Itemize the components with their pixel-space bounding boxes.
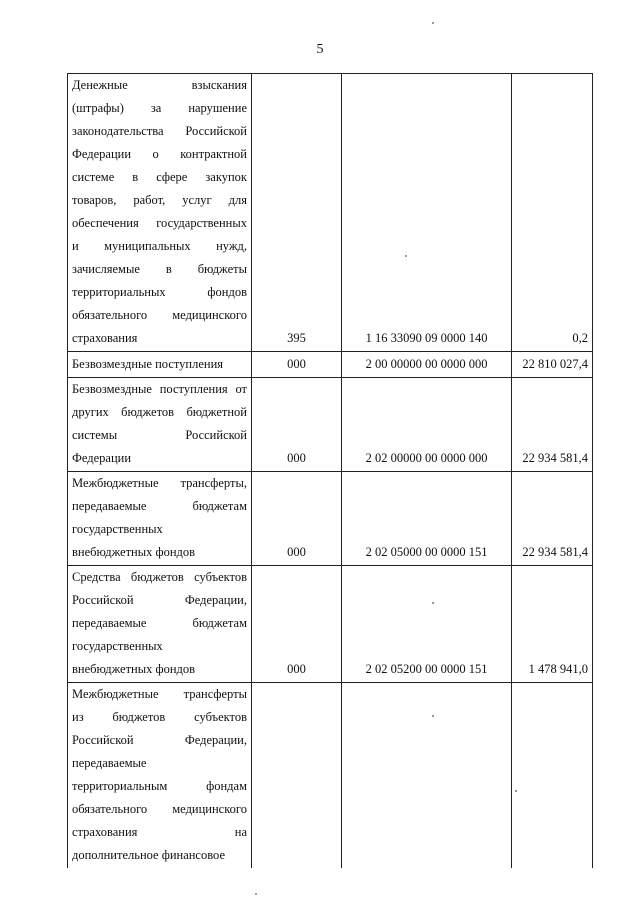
budget-code-cell: 2 00 00000 00 0000 000 <box>342 352 512 378</box>
amount-cell: 22 810 027,4 <box>512 352 593 378</box>
row-name-line: обязательного медицинского <box>72 308 247 322</box>
page-number: 5 <box>316 42 324 57</box>
row-name-line: системы Российской <box>72 428 247 442</box>
amount-cell: 1 478 941,0 <box>512 566 593 683</box>
admin-code-cell: 000 <box>252 566 342 683</box>
row-name-line: Денежные взыскания <box>72 78 247 92</box>
row-name-line: страхования <box>72 331 138 345</box>
row-name-line: территориальным фондам <box>72 779 247 793</box>
budget-code-cell: 2 02 05000 00 0000 151 <box>342 472 512 566</box>
table-row <box>68 566 593 683</box>
row-name-line: из бюджетов субъектов <box>72 710 247 724</box>
revenue-table <box>67 73 593 868</box>
row-name-line: дополнительное финансовое <box>72 848 225 862</box>
amount-cell: 22 934 581,4 <box>512 378 593 472</box>
row-name-line: внебюджетных фондов <box>72 662 196 676</box>
row-name-line: обеспечения государственных <box>72 216 247 230</box>
row-name-line: передаваемые бюджетам <box>72 616 247 630</box>
amount-cell <box>512 683 593 869</box>
admin-code-cell: 395 <box>252 74 342 352</box>
row-name-line: государственных <box>72 639 163 653</box>
row-name-line: товаров, работ, услуг для <box>72 193 247 207</box>
row-name-line: Федерации <box>72 451 132 465</box>
row-name-cell <box>68 74 252 352</box>
row-name-line: системе в сфере закупок <box>72 170 247 184</box>
row-name-line: Межбюджетные трансферты, <box>72 476 247 490</box>
row-name-line: Безвозмездные поступления от <box>72 382 247 396</box>
row-name-line: Безвозмездные поступления <box>72 357 224 371</box>
row-name-cell <box>68 683 252 869</box>
budget-code-cell <box>342 683 512 869</box>
table-row <box>68 352 593 378</box>
row-name-cell <box>68 566 252 683</box>
amount-cell: 22 934 581,4 <box>512 472 593 566</box>
budget-code-cell: 1 16 33090 09 0000 140 <box>342 74 512 352</box>
row-name-line: обязательного медицинского <box>72 802 247 816</box>
table-row <box>68 378 593 472</box>
budget-code-cell: 2 02 00000 00 0000 000 <box>342 378 512 472</box>
table-row <box>68 74 593 352</box>
amount-cell: 0,2 <box>512 74 593 352</box>
row-name-line: территориальных фондов <box>72 285 247 299</box>
row-name-line: и муниципальных нужд, <box>72 239 247 253</box>
row-name-line: страхования на <box>72 825 247 839</box>
budget-code-cell: 2 02 05200 00 0000 151 <box>342 566 512 683</box>
admin-code-cell: 000 <box>252 472 342 566</box>
row-name-line: Российской Федерации, <box>72 733 247 747</box>
table-row <box>68 472 593 566</box>
admin-code-cell: 000 <box>252 352 342 378</box>
row-name-line: Межбюджетные трансферты <box>72 687 247 701</box>
row-name-line: Федерации о контрактной <box>72 147 247 161</box>
row-name-line: Российской Федерации, <box>72 593 247 607</box>
table-row <box>68 683 593 869</box>
row-name-line: передаваемые <box>72 756 147 770</box>
row-name-line: законодательства Российской <box>72 124 247 138</box>
row-name-line: внебюджетных фондов <box>72 545 196 559</box>
row-name-line: Средства бюджетов субъектов <box>72 570 247 584</box>
row-name-line: (штрафы) за нарушение <box>72 101 247 115</box>
admin-code-cell <box>252 683 342 869</box>
row-name-line: передаваемые бюджетам <box>72 499 247 513</box>
row-name-cell <box>68 378 252 472</box>
admin-code-cell: 000 <box>252 378 342 472</box>
row-name-line: государственных <box>72 522 163 536</box>
row-name-cell <box>68 472 252 566</box>
row-name-line: зачисляемые в бюджеты <box>72 262 247 276</box>
row-name-cell <box>68 352 252 378</box>
row-name-line: других бюджетов бюджетной <box>72 405 247 419</box>
